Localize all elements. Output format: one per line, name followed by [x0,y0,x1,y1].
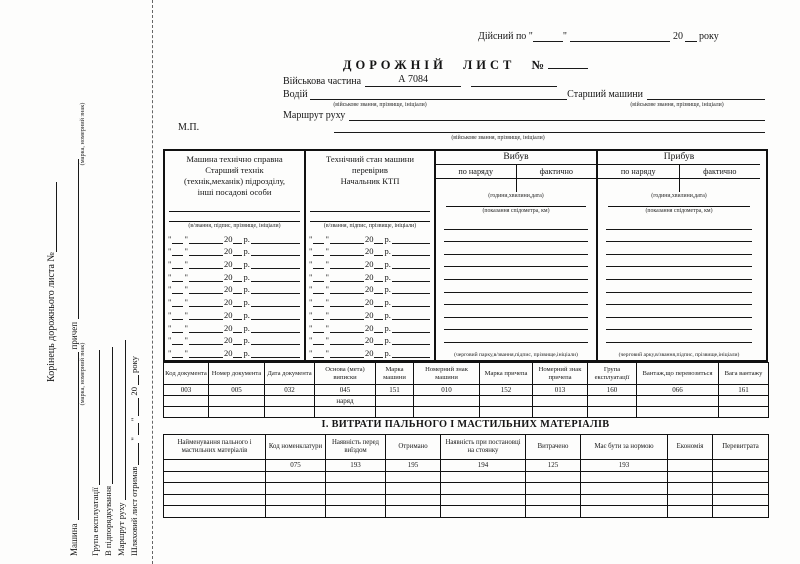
arrive-title: Прибув [598,151,760,165]
route-blank [349,111,765,121]
write-line [444,217,588,230]
write-line [444,305,588,318]
date-rows-right [306,231,434,358]
stub-title: Корінець дорожнього листа № [46,252,57,382]
stub-roku: року [129,356,139,373]
driver-rank-note: (військове звання, прізвище, ініціали) [333,102,427,108]
write-line [606,318,752,331]
write-line [606,330,752,343]
date-row: " " 20 р. [306,282,434,295]
write-line [444,293,588,306]
date-row: " " 20 р. [165,307,304,320]
date-row: " " 20 р. [165,282,304,295]
stub-year: 20 [129,386,139,396]
date-row: " " 20 р. [165,269,304,282]
date-row: " " 20 р. [165,231,304,244]
stub-machine-label: Машина [69,523,79,556]
driver-line [283,89,765,100]
write-line [606,255,752,268]
senior-label: Старший машини [567,89,643,100]
write-line [606,217,752,230]
depart-title: Вибув [436,151,596,165]
stub-route-label: Маршрут руху [116,502,126,556]
unit-label: Військова частина [283,76,362,87]
date-row: " " 20 р. [306,294,434,307]
date-rows-left [165,231,304,358]
date-row: " " 20 р. [306,307,434,320]
codes-values-row: 003 005 032 045 151 010 152 013 160 066 161 [164,385,769,396]
stub-received-label: Шляховий лист отримав [129,466,139,556]
sign-note: (в/звання, підпис, прізвище, ініціали) [188,223,281,229]
route-line [283,110,765,121]
write-line [444,330,588,343]
col-arrive [596,151,760,360]
senior-blank [647,90,765,100]
codes-header-row: Код документа Номер документа Дата документа Основа (мета) виписки Марка машини Номерний знак машини Марка причепа Номерний знак причепа Група експлуатації Вантаж,що перевозиться Вага вантажу [164,363,769,385]
valid-month-blank [570,32,670,42]
arrive-entry-cells [598,179,760,192]
date-row: " " 20 р. [165,256,304,269]
stamp-mark: М.П. [178,122,200,133]
write-line [444,255,588,268]
arrive-time-note: (години,хвилини,дата) [651,193,707,199]
write-line [606,305,752,318]
stub-number-blank [47,182,57,252]
depart-entry-cells [436,179,596,192]
main-form [163,0,768,564]
stub-trailer-blank [69,159,79,319]
sheet-number-blank [548,57,588,69]
date-row: " " 20 р. [165,320,304,333]
unit-value: А 7084 [365,74,461,87]
stub-mark-note-1: (марка, номерний знак) [79,342,86,406]
depart-time-note: (години,хвилини,дата) [488,193,544,199]
write-line [606,242,752,255]
date-row: " " 20 р. [306,244,434,257]
date-row: " " 20 р. [165,294,304,307]
arrive-actual: фактично [679,165,761,178]
driver-blank [310,90,568,100]
date-row: " " 20 р. [165,244,304,257]
codes-table [163,362,769,418]
write-line [444,267,588,280]
write-line [606,230,752,243]
unit-extra-blank [471,77,557,87]
unit-line [283,74,583,87]
date-row: " " 20 р. [306,231,434,244]
cut-dashed-line [152,0,153,564]
arrive-duty-note: (черговий арку,в/звання,підпис, прізвище,ініціали) [618,352,740,358]
stub-machine-blank [69,352,79,520]
route-label: Маршрут руху [283,110,346,121]
fuel-empty-row [164,494,769,506]
fuel-empty-row [164,506,769,518]
date-row: " " 20 р. [165,333,304,346]
stub-mark-note-2: (марка, номерний знак) [79,102,86,166]
codes-empty-row [164,407,769,418]
fuel-codes-row: 075 193 195 194 125 193 [164,460,769,472]
date-row: " " 20 р. [306,256,434,269]
senior-rank-note: (військове звання, прізвище, ініціали) [630,102,724,108]
inspection-table [163,149,768,362]
valid-until-line: Дійсний по " " 20 року [478,31,719,42]
stub-subordination-label: В підпорядкування [103,485,113,556]
col-machine-ok: Машина технічно справна Старший технік (технік,механік) підрозділу, інші посадові особи (в/звання, підпис, прізвище, ініціали) " " 20 р. " " 20 р. " " 20 р. " " 20 р. " " 20 р. " " 20 р. " " 20 р. " " 20 р. " " 20 р. " " 20 р. [165,151,304,360]
write-line [444,230,588,243]
driver-label: Водій [283,89,308,100]
col-depart [434,151,596,360]
sign-note: (в/звання, підпис, прізвище, ініціали) [323,223,417,229]
arrive-by-order: по наряду [620,167,656,176]
depart-odo-note: (показання спідометра, км) [482,208,550,214]
col-tech-check: Технічний стан машини перевірив Начальник КТП (в/звання, підпис, прізвище, ініціали) " " 20 р. " " 20 р. " " 20 р. " " 20 р. " " 20 р. " " 20 р. " " 20 р. " " 20 р. " " 20 р. " " 20 р. [304,151,434,360]
arrive-odo-note: (показання спідометра, км) [645,208,713,214]
write-line [444,242,588,255]
depart-duty-note: (черговий парку,в/звання,підпис, прізвище,ініціали) [454,352,578,358]
form-title: ДОРОЖНІЙ ЛИСТ № [163,57,768,73]
route-rank-note: (військове звання, прізвище, ініціали) [451,135,545,141]
depart-actual: фактично [516,165,597,178]
route-blank-2 [334,123,765,133]
stub-rotated-block: Корінець дорожнього листа № Машина причеп (марка, номерний знак) (марка, номерний знак) Група експлуатації В підпорядкування Маршрут руху Шляховий лист отримав " " 20 року [0,0,150,564]
write-line [444,280,588,293]
date-row: " " 20 р. [306,333,434,346]
naryad-cell: наряд [315,396,376,407]
depart-by-order: по наряду [458,167,494,176]
date-row: " " 20 р. [306,345,434,358]
fuel-table [163,434,769,518]
date-row: " " 20 р. [306,320,434,333]
codes-naryad-row [164,396,769,407]
write-line [606,280,752,293]
fuel-empty-row [164,483,769,495]
date-row: " " 20 р. [306,269,434,282]
fuel-section-title: І. ВИТРАТИ ПАЛЬНОГО І МАСТИЛЬНИХ МАТЕРІАЛІВ [321,419,610,430]
stub-trailer-label: причеп [69,321,79,350]
stub-section [0,0,152,564]
valid-day-blank [533,32,563,42]
write-line [606,293,752,306]
write-line [606,267,752,280]
write-line [444,318,588,331]
stub-group-label: Група експлуатації [90,487,100,556]
fuel-empty-row [164,471,769,483]
stamp-row [178,122,765,133]
fuel-header-row: Найменування пального і мастильних матеріалів Код номенклатури Наявність перед виїздом Отримано Наявність при постановці на стоянку Витрачено Має бути за нормою Економія Перевитрата [164,435,769,460]
date-row: " " 20 р. [165,345,304,358]
